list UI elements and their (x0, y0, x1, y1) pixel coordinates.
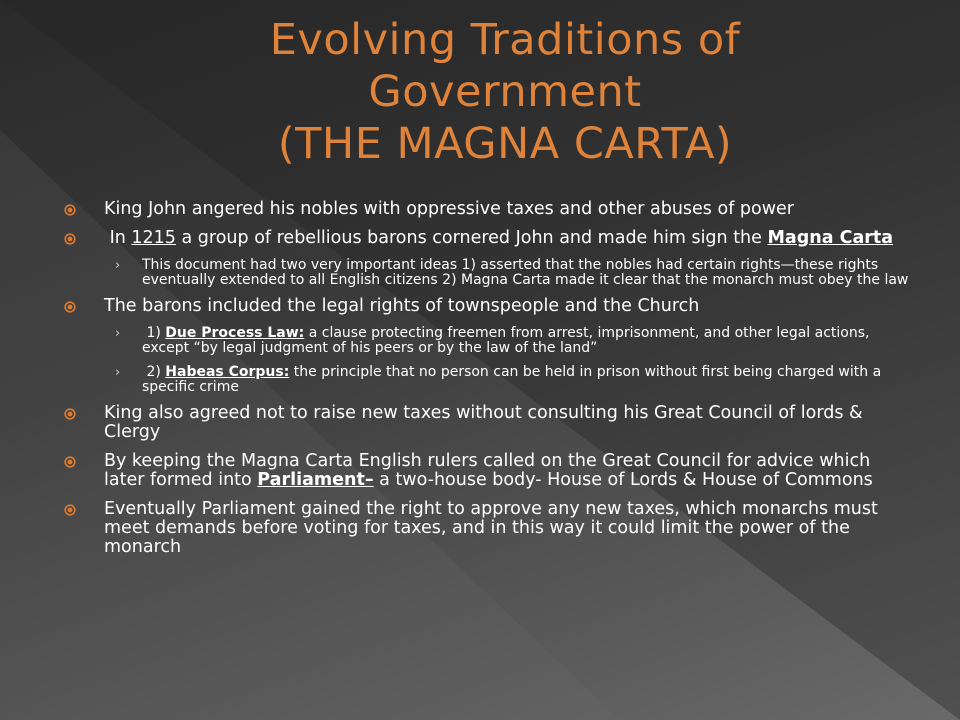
sub-bullet-text: 2) (142, 364, 166, 380)
bullet-text: The barons included the legal rights of townspeople and the Church (104, 296, 700, 316)
title-line-1: Evolving Traditions of (269, 15, 741, 65)
sub-bullet-item (64, 365, 914, 395)
circle-bullet-icon (64, 456, 76, 468)
slide-title (200, 14, 810, 170)
sub-bullet-item (64, 326, 914, 356)
sub-bullet-text: the principle that no person can be held in prison without first being charged with a specific crime (142, 364, 882, 395)
bullet-text: a two-house body- House of Lords & House of Commons (373, 470, 873, 490)
title-line-2: Government (368, 67, 642, 117)
circle-bullet-icon (64, 233, 76, 245)
circle-bullet-icon (64, 204, 76, 216)
sub-bullet-text: a clause protecting freemen from arrest, imprisonment, and other legal actions, except “by legal judgment of his peers or by the law of the land” (142, 325, 870, 356)
bullet-item (64, 452, 914, 490)
bullet-text: By keeping the Magna Carta English rulers called on the Great Council for advice which later formed into (104, 451, 871, 490)
year-text: 1215 (131, 228, 176, 248)
sub-bullet-text: 1) (142, 325, 166, 341)
sub-bullet-item (64, 258, 914, 288)
circle-bullet-icon (64, 504, 76, 516)
chevron-right-icon: › (115, 365, 121, 380)
circle-bullet-icon (64, 301, 76, 313)
title-line-3: (THE MAGNA CARTA) (277, 119, 733, 169)
bullet-list (64, 200, 914, 567)
chevron-right-icon: › (115, 258, 121, 273)
bullet-item (64, 200, 914, 219)
term-habeas-corpus: Habeas Corpus: (165, 364, 290, 380)
bullet-text: Eventually Parliament gained the right to approve any new taxes, which monarchs must meet demands before voting for taxes, and in this way it could limit the power of the monarch (104, 499, 878, 557)
chevron-right-icon: › (115, 326, 121, 341)
bullet-item (64, 500, 914, 557)
bullet-text: In (104, 228, 132, 248)
bullet-item (64, 404, 914, 442)
circle-bullet-icon (64, 408, 76, 420)
bullet-text: a group of rebellious barons cornered John and made him sign the (175, 228, 768, 248)
term-magna-carta: Magna Carta (767, 228, 894, 248)
sub-bullet-text: This document had two very important ideas 1) asserted that the nobles had certain rights—these rights eventually extended to all English citizens 2) Magna Carta made it clear that the monarch must obey the law (142, 257, 909, 288)
bullet-item (64, 297, 914, 316)
bullet-text: King also agreed not to raise new taxes without consulting his Great Council of lords & Clergy (104, 403, 863, 442)
term-due-process: Due Process Law: (165, 325, 305, 341)
term-parliament: Parliament– (257, 470, 374, 490)
bullet-item (64, 229, 914, 248)
bullet-text: King John angered his nobles with oppressive taxes and other abuses of power (104, 199, 795, 219)
